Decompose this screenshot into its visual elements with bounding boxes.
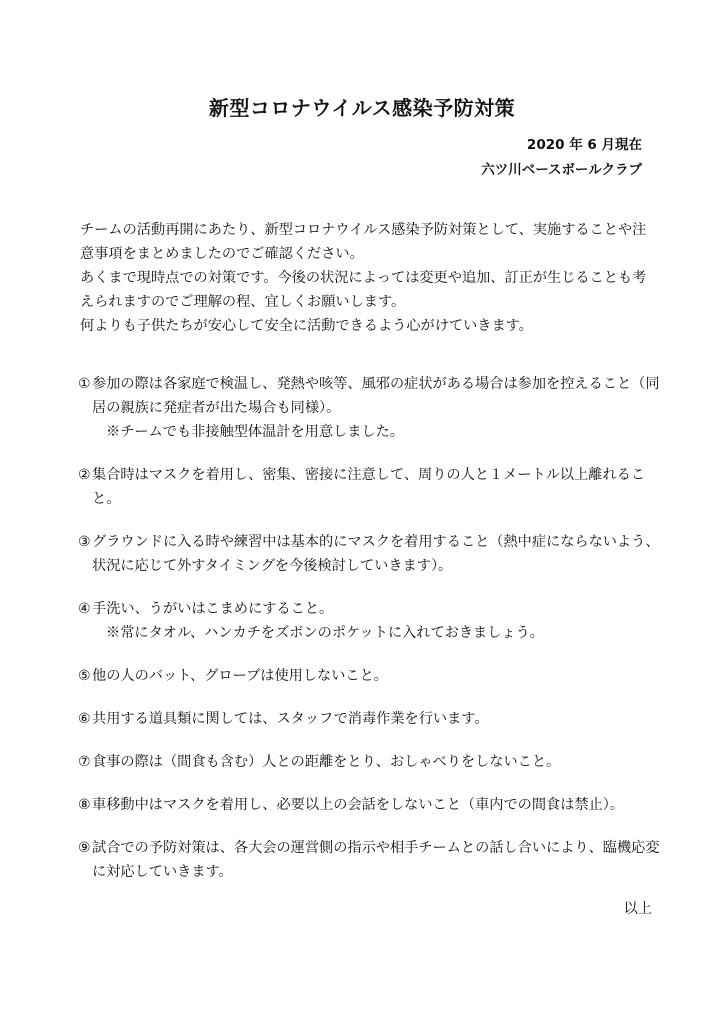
rule-number: ④ [78,601,91,617]
rule-number: ① [78,376,91,392]
rule-note: ※常にタオル、ハンカチをズボンのポケットに入れておきましょう。 [106,625,544,641]
intro-paragraph: チームの活動再開にあたり、新型コロナウイルス感染予防対策として、実施することや注意事項をまとめましたのでご確認ください。 [80,222,647,262]
rule-number: ⑥ [78,711,91,727]
rule-text: 車移動中はマスクを着用し、必要以上の会話をしないこと（車内での間食は禁止）。 [92,797,625,813]
rule-item [78,793,668,817]
rule-number: ② [78,467,91,483]
rule-item [78,597,668,645]
document-title: 新型コロナウイルス感染予防対策 [208,96,516,120]
rule-text: 共用する道具類に関しては、スタッフで消毒作業を行います。 [92,711,489,727]
rule-item [78,530,668,578]
rule-item [78,707,668,731]
rule-text: 食事の際は（間食も含む）人との距離をとり、おしゃべりをしないこと。 [92,754,561,770]
rule-text: 参加の際は各家庭で検温し、発熱や咳等、風邪の症状がある場合は参加を控えること（同居の親族に発症者が出た場合も同様）。 [92,376,660,416]
organization-name: 六ツ川ベースボールクラブ [481,162,642,178]
rule-item [78,836,668,884]
rule-item [78,463,668,511]
intro-paragraph: 何よりも子供たちが安心して安全に活動できるよう心がけていきます。 [80,318,533,334]
rule-number: ⑧ [78,797,91,813]
rule-text: 手洗い、うがいはこまめにすること。 [92,601,334,617]
rule-number: ⑦ [78,754,91,770]
intro-section [80,218,660,338]
rule-text: 集合時はマスクを着用し、密集、密接に注意して、周りの人と１メートル以上離れること。 [92,467,646,507]
rule-number: ⑤ [78,668,91,684]
rule-item [78,372,668,444]
rules-list [78,372,668,903]
rule-text: 試合での予防対策は、各大会の運営側の指示や相手チームとの話し合いにより、臨機応変に対応していきます。 [92,840,660,880]
intro-paragraph: あくまで現時点での対策です。今後の状況によっては変更や追加、訂正が生じることも考えられますのでご理解の程、宜しくお願いします。 [80,270,647,310]
rule-item [78,750,668,774]
rule-item [78,664,668,688]
document-date: 2020 年 6 月現在 [526,137,642,153]
closing-mark: 以上 [623,901,652,917]
rule-note: ※チームでも非接触型体温計を用意しました。 [106,424,404,440]
rule-text: グラウンドに入る時や練習中は基本的にマスクを着用すること（熱中症にならないよう、状況に応じて外すタイミングを今後検討していきます）。 [92,534,660,574]
rule-text: 他の人のバット、グローブは使用しないこと。 [92,668,388,684]
rule-number: ⑨ [78,840,91,856]
rule-number: ③ [78,534,91,550]
